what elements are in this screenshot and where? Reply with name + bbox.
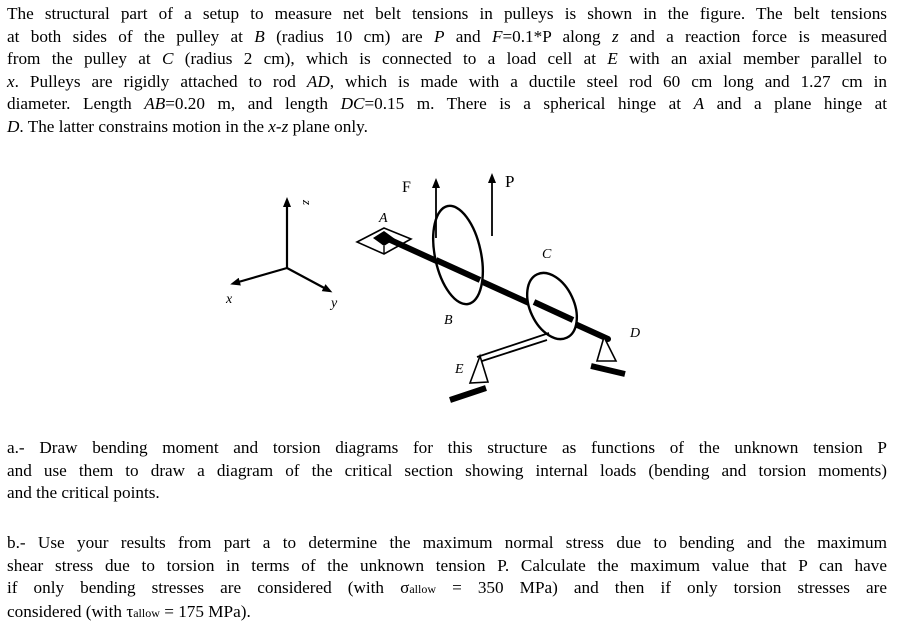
question-a-line-1: a.- Draw bending moment and torsion diagrams for this structure as functions of the unknown tension P bbox=[7, 438, 887, 457]
intro-line-5: diameter. Length AB=0.20 m, and length DC=0.15 m. There is a spherical hinge at A and a plane hinge at bbox=[7, 94, 888, 114]
intro-line-6: D. The latter constrains motion in the x-z plane only. bbox=[7, 116, 368, 136]
question-b-line-4: considered (with τallow = 175 MPa). bbox=[7, 601, 251, 621]
force-label-P: P bbox=[505, 172, 515, 191]
point-label-B: B bbox=[444, 313, 453, 328]
axis-label-x: x bbox=[226, 292, 233, 307]
force-label-F: F bbox=[402, 179, 411, 196]
pulley-B bbox=[425, 201, 491, 328]
intro-line-3: from the pulley at C (radius 2 cm), which is connected to a load cell at E with an axial member parallel to bbox=[7, 49, 887, 69]
axial-member-E bbox=[450, 333, 549, 400]
intro-line-1: The structural part of a setup to measure net belt tensions in pulleys is shown in the figure. The belt tensions bbox=[7, 4, 887, 23]
question-b bbox=[7, 532, 887, 624]
question-a bbox=[7, 437, 887, 505]
question-b-line-2: shear stress due to torsion in terms of the unknown tension P. Calculate the maximum value that P can have bbox=[7, 555, 887, 575]
intro-line-2: at both sides of the pulley at B (radius 10 cm) are P and F=0.1*P along z and a reaction force is measured bbox=[7, 26, 887, 46]
intro-line-4: x. Pulleys are rigidly attached to rod AD, which is made with a ductile steel rod 60 cm long and 1.27 cm in bbox=[7, 71, 887, 91]
question-a-line-3: and the critical points. bbox=[7, 483, 160, 503]
point-label-D: D bbox=[630, 326, 641, 341]
axis-label-y: y bbox=[331, 296, 338, 311]
question-b-line-1: b.- Use your results from part a to determine the maximum normal stress due to bending and the maximum bbox=[7, 533, 887, 552]
question-b-line-3: if only bending stresses are considered (with σallow = 350 MPa) and then if only torsion stresses are bbox=[7, 578, 887, 598]
coordinate-axes bbox=[225, 199, 338, 311]
point-label-A: A bbox=[379, 211, 388, 226]
axis-label-z: z bbox=[300, 200, 315, 206]
point-label-E: E bbox=[455, 362, 464, 377]
question-a-line-2: and use them to draw a diagram of the critical section showing internal loads (bending and torsion moments) bbox=[7, 460, 887, 480]
pulley-C bbox=[517, 247, 586, 347]
point-label-C: C bbox=[542, 247, 552, 262]
